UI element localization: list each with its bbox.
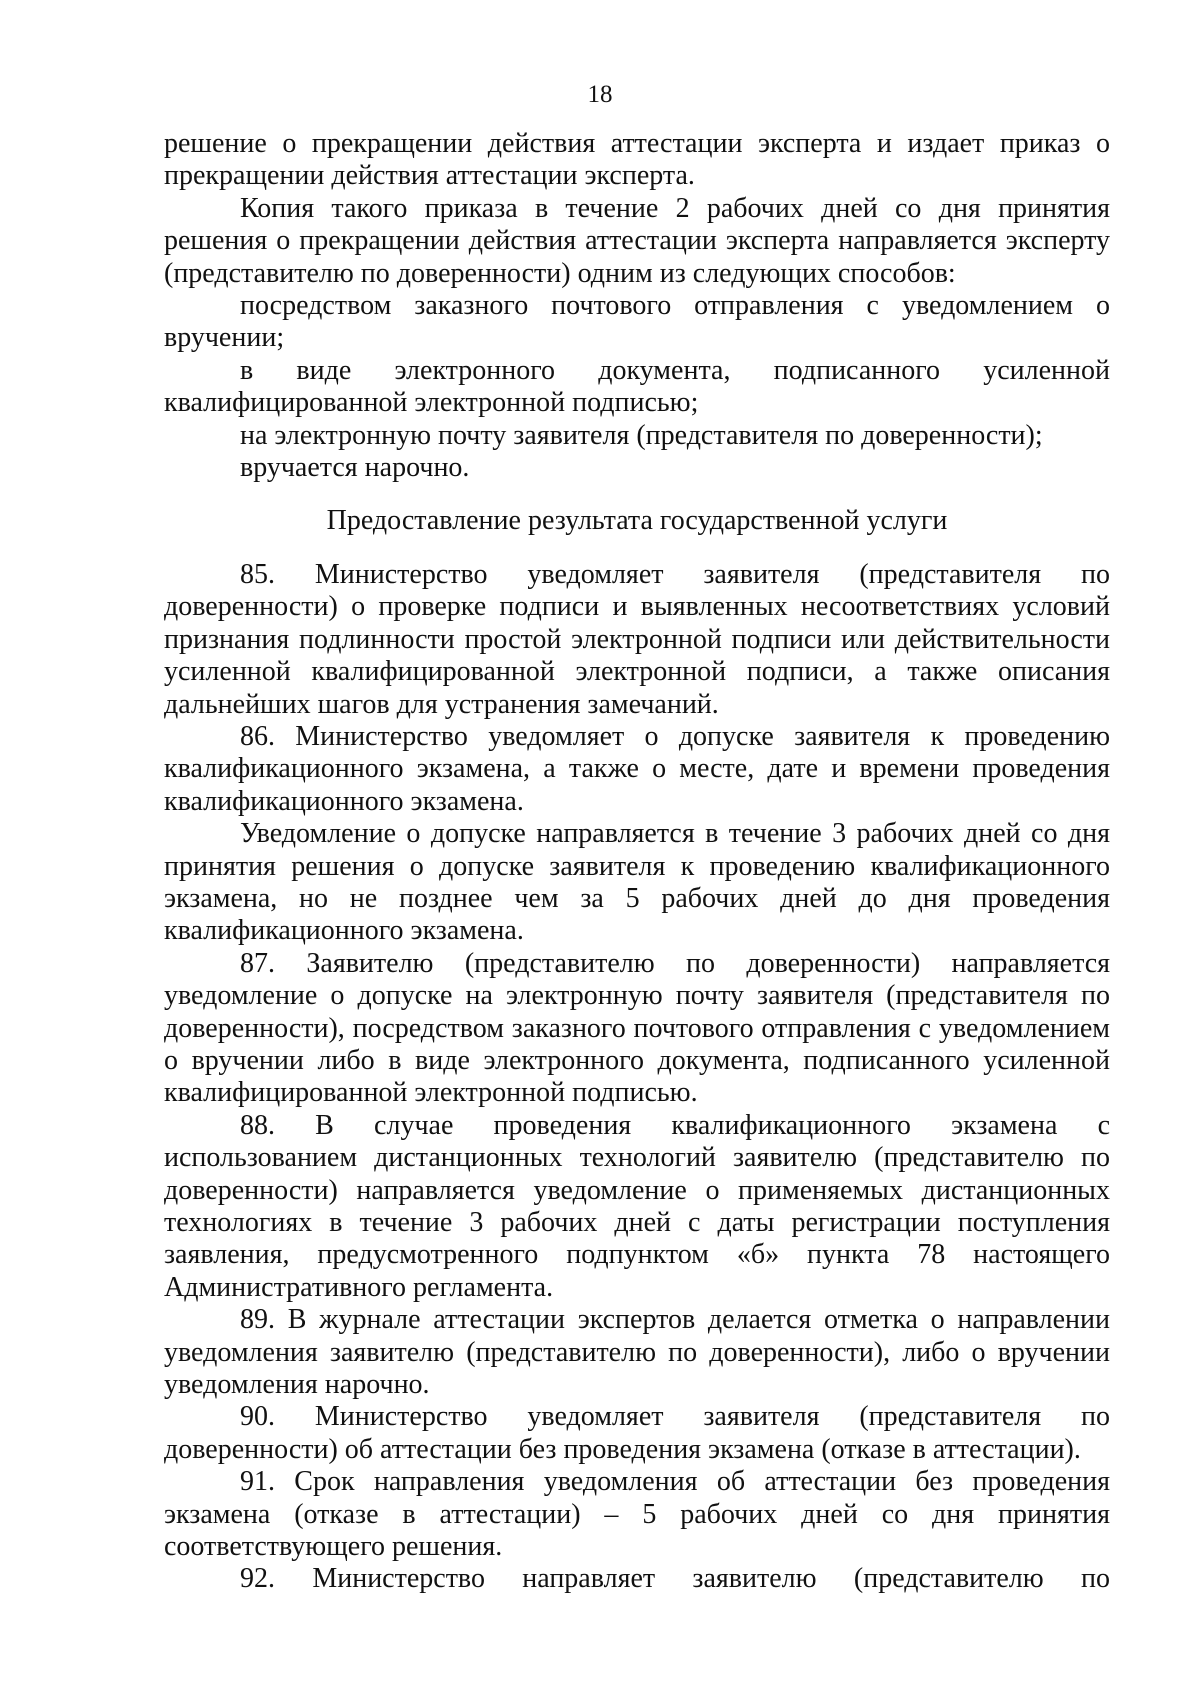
paragraph-87: 87. Заявителю (представителю по доверенности) направляется уведомление о допуске на электронную почту заявителя (представителя по доверенности), посредством заказного почтового отправления с уведомлением о вручении либо в виде электронного документа, подписанного усиленной квалифицированной электронной подписью. — [164, 947, 1110, 1109]
paragraph-method-email: на электронную почту заявителя (представителя по доверенности); — [240, 419, 1043, 451]
paragraph-method-electronic-document: в виде электронного документа, подписанного усиленной квалифицированной электронной подписью; — [164, 354, 1110, 419]
paragraph-88: 88. В случае проведения квалификационного экзамена с использованием дистанционных технологий заявителю (представителю по доверенности) направляется уведомление о применяемых дистанционных технологиях в течение 3 рабочих дней с даты регистрации поступления заявления, предусмотренного подпунктом «б» пункта 78 настоящего Административного регламента. — [164, 1109, 1110, 1303]
paragraph-89: 89. В журнале аттестации экспертов делается отметка о направлении уведомления заявителю (представителю по доверенности), либо о вручении уведомления нарочно. — [164, 1304, 1110, 1401]
document-body — [164, 128, 1110, 1596]
paragraph-91: 91. Срок направления уведомления об аттестации без проведения экзамена (отказе в аттестации) – 5 рабочих дней со дня принятия соответствующего решения. — [164, 1466, 1110, 1563]
paragraph-method-in-person: вручается нарочно. — [240, 452, 470, 484]
section-heading: Предоставление результата государственной услуги — [326, 505, 948, 537]
page-number: 18 — [587, 81, 613, 108]
paragraph-92: 92. Министерство направляет заявителю (представителю по — [240, 1563, 1110, 1595]
paragraph-method-mail: посредством заказного почтового отправления с уведомлением о вручении; — [164, 290, 1110, 354]
paragraph-86: 86. Министерство уведомляет о допуске заявителя к проведению квалификационного экзамена, а также о месте, дате и времени проведения квалификационного экзамена. — [164, 720, 1110, 817]
paragraph-85: 85. Министерство уведомляет заявителя (представителя по доверенности) о проверке подписи и выявленных несоответствиях условий признания подлинности простой электронной подписи или действительности усиленной квалифицированной электронной подписи, а также описания дальнейших шагов для устранения замечаний. — [164, 558, 1110, 720]
paragraph-continuation: решение о прекращении действия аттестации эксперта и издает приказ о прекращении действия аттестации эксперта. — [164, 128, 1110, 192]
paragraph-86-notice: Уведомление о допуске направляется в течение 3 рабочих дней со дня принятия решения о допуске заявителя к проведению квалификационного экзамена, но не позднее чем за 5 рабочих дней до дня проведения квалификационного экзамена. — [164, 818, 1110, 947]
paragraph-order-copy: Копия такого приказа в течение 2 рабочих дней со дня принятия решения о прекращении действия аттестации эксперта направляется эксперту (представителю по доверенности) одним из следующих способов: — [164, 192, 1110, 289]
paragraph-90: 90. Министерство уведомляет заявителя (представителя по доверенности) об аттестации без проведения экзамена (отказе в аттестации). — [164, 1401, 1110, 1465]
